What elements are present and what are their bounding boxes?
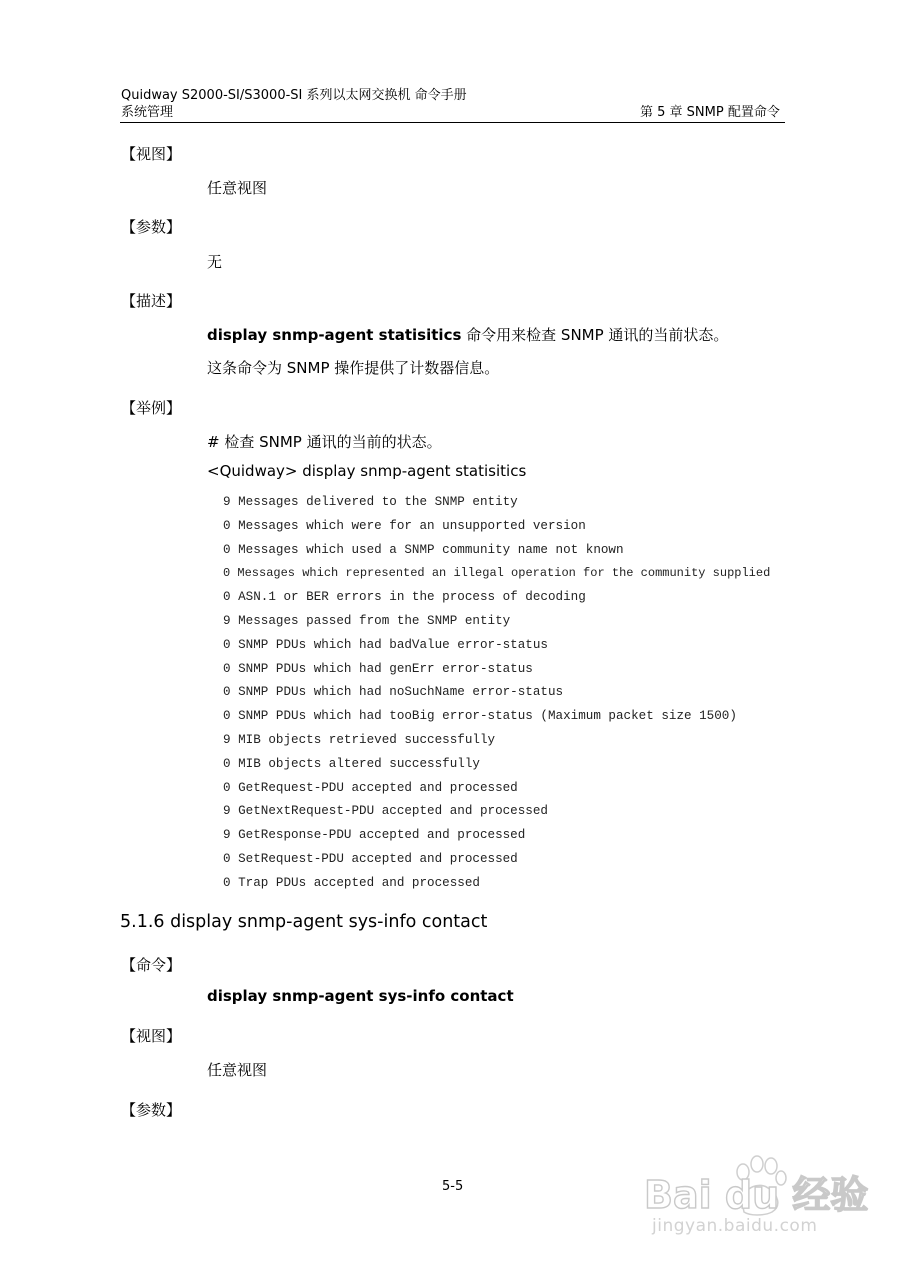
view-text-2: 任意视图 bbox=[207, 1061, 268, 1079]
cmd-label: 【命令】 bbox=[121, 956, 182, 974]
desc-line-2: 这条命令为 SNMP 操作提供了计数器信息。 bbox=[207, 359, 500, 377]
output-line: 0 Messages which were for an unsupported version bbox=[223, 518, 586, 533]
view-label-2: 【视图】 bbox=[121, 1027, 182, 1045]
output-line: 9 GetNextRequest-PDU accepted and processed bbox=[223, 804, 548, 819]
watermark-brand: Bai du 经验 bbox=[644, 1173, 869, 1217]
output-line: 0 GetRequest-PDU accepted and processed bbox=[223, 780, 518, 795]
desc-command: display snmp-agent statisitics bbox=[207, 326, 462, 344]
output-line: 9 GetResponse-PDU accepted and processed bbox=[223, 828, 526, 843]
output-line: 0 Trap PDUs accepted and processed bbox=[223, 875, 480, 890]
desc-line-1-text: 命令用来检查 SNMP 通讯的当前状态。 bbox=[461, 326, 729, 344]
command-output bbox=[223, 494, 770, 899]
output-line: 9 MIB objects retrieved successfully bbox=[223, 732, 496, 747]
output-line: 0 SetRequest-PDU accepted and processed bbox=[223, 851, 518, 866]
output-line: 0 Messages which used a SNMP community name not known bbox=[223, 542, 624, 557]
output-line: 0 SNMP PDUs which had genErr error-status bbox=[223, 661, 533, 676]
example-command: <Quidway> display snmp-agent statisitics bbox=[207, 462, 527, 480]
header-section: 系统管理 bbox=[121, 105, 174, 120]
param-text: 无 bbox=[207, 253, 223, 271]
output-line: 0 SNMP PDUs which had tooBig error-status (Maximum packet size 1500) bbox=[223, 709, 737, 724]
example-label: 【举例】 bbox=[121, 399, 182, 417]
output-line: 0 MIB objects altered successfully bbox=[223, 756, 480, 771]
header-rule bbox=[120, 122, 785, 123]
param-label-2: 【参数】 bbox=[121, 1101, 182, 1119]
cmd-text: display snmp-agent sys-info contact bbox=[207, 987, 514, 1005]
output-line: 9 Messages passed from the SNMP entity bbox=[223, 613, 511, 628]
output-line: 0 SNMP PDUs which had noSuchName error-status bbox=[223, 685, 564, 700]
output-line: 0 Messages which represented an illegal operation for the community supplied bbox=[223, 566, 771, 581]
watermark-url: jingyan.baidu.com bbox=[652, 1216, 818, 1236]
section-heading: 5.1.6 display snmp-agent sys-info contact bbox=[120, 912, 488, 932]
desc-label: 【描述】 bbox=[121, 292, 182, 310]
output-line: 0 ASN.1 or BER errors in the process of decoding bbox=[223, 590, 586, 605]
example-comment: # 检查 SNMP 通讯的当前的状态。 bbox=[207, 433, 442, 451]
header-chapter: 第 5 章 SNMP 配置命令 bbox=[640, 105, 780, 120]
header-title: Quidway S2000-SI/S3000-SI 系列以太网交换机 命令手册 bbox=[121, 88, 467, 103]
param-label: 【参数】 bbox=[121, 218, 182, 236]
page-number: 5-5 bbox=[442, 1179, 464, 1194]
output-line: 0 SNMP PDUs which had badValue error-status bbox=[223, 637, 548, 652]
desc-line-1 bbox=[207, 324, 728, 345]
view-text: 任意视图 bbox=[207, 179, 268, 197]
output-line: 9 Messages delivered to the SNMP entity bbox=[223, 495, 518, 509]
view-label: 【视图】 bbox=[121, 145, 182, 163]
